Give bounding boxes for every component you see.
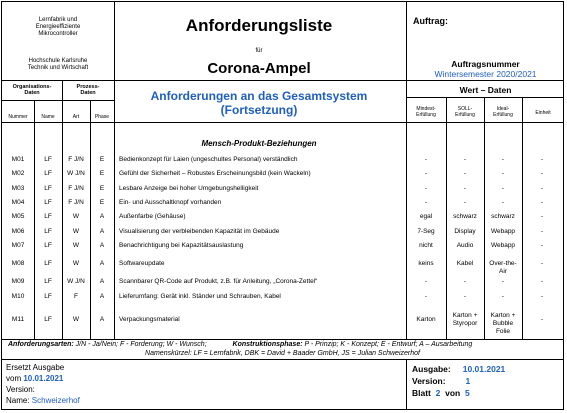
cell-desc: Scannbarer QR-Code auf Produkt, z.B. für Anleitung, „Corona-Zettel“ <box>119 278 318 285</box>
cell-phase: A <box>99 228 105 235</box>
legend-phase-label: Konstruktionsphase: <box>232 341 303 348</box>
cell-min: keins <box>418 260 434 267</box>
right-version-value: 1 <box>465 376 471 386</box>
col-phase-header: Phase <box>94 114 110 120</box>
first-edition-label: Ersetzt Ausgabe <box>6 363 65 372</box>
legend-phase-text: P - Prinzip; K - Konzept; E - Entwurf; A – Ausarbeitung <box>302 341 473 348</box>
cell-phase: A <box>99 242 105 249</box>
cell-ideal: Webapp <box>490 228 516 235</box>
cell-unit: - <box>540 228 544 235</box>
first-edition-prefix: vom <box>6 374 24 383</box>
cell-name: LF <box>44 316 52 323</box>
col-divider-name <box>62 80 63 339</box>
cell-soll: Karton + Styropor <box>452 312 478 327</box>
cell-unit: - <box>540 213 544 220</box>
cell-id: M03 <box>11 185 25 192</box>
cell-min: 7-Seg <box>417 228 435 235</box>
issue-label: Ausgabe: <box>412 364 451 374</box>
org-line: Lernfabrik und <box>38 17 78 23</box>
cell-min: - <box>424 293 428 300</box>
school-line: Hochschule Karlsruhe <box>28 58 88 64</box>
footer-divider <box>406 359 407 410</box>
school-line: Technik und Wirtschaft <box>27 65 89 71</box>
right-version-label: Version: <box>412 376 446 386</box>
sheet-number: 2 <box>435 388 441 398</box>
legend-names: Namenskürzel: LF = Lernfabrik, DBK = David + Baader GmbH, JS = Julian Schweizerhof <box>145 350 420 357</box>
legend-line-1 <box>8 341 472 348</box>
semester-label: Wintersemester 2020/2021 <box>434 69 537 79</box>
requirements-sheet <box>1 1 564 410</box>
header-divider-left <box>114 2 115 339</box>
cell-unit: - <box>540 170 544 177</box>
cell-ideal: Webapp <box>490 242 516 249</box>
footer-left <box>6 362 80 406</box>
cell-id: M09 <box>11 278 25 285</box>
footer-name-value: Schweizerhof <box>31 396 80 405</box>
cell-min: - <box>424 185 428 192</box>
col-ideal-header-line: Erfüllung <box>493 112 513 118</box>
subtitle-line: Anforderungen an das Gesamtsystem <box>150 89 368 103</box>
cell-unit: - <box>540 293 544 300</box>
cell-min: - <box>424 170 428 177</box>
cell-soll: - <box>463 170 467 177</box>
cell-name: LF <box>44 278 52 285</box>
org-lines <box>8 17 108 38</box>
cell-ideal: - <box>501 170 505 177</box>
legend-types-text: J/N - Ja/Nein; F - Forderung; W - Wunsch; <box>73 341 207 348</box>
cell-phase: E <box>99 199 105 206</box>
col-min-header-line: Erfüllung <box>416 112 436 118</box>
cell-min: - <box>424 278 428 285</box>
cell-phase: E <box>99 170 105 177</box>
cell-unit: - <box>540 260 544 267</box>
cell-unit: - <box>540 199 544 206</box>
col-divider-target <box>484 97 485 339</box>
cell-soll: Audio <box>456 242 474 249</box>
page-title: Anforderungsliste <box>185 16 333 35</box>
cell-soll: Display <box>454 228 476 235</box>
col-divider-number <box>34 100 35 339</box>
org-data-header-line: Organisations- <box>12 84 52 90</box>
org-group-line <box>2 100 114 101</box>
order-label: Auftrag: <box>413 16 448 26</box>
cell-desc: Gefühl der Sicherheit – Robustes Erscheinungsbild (kein Wackeln) <box>119 170 311 177</box>
cell-soll: - <box>463 156 467 163</box>
cell-art: W J/N <box>67 278 85 285</box>
header-bottom-line <box>2 80 563 81</box>
cell-ideal: Karton + Bubble Folie <box>490 312 516 335</box>
order-number-label: Auftragsnummer <box>451 59 520 69</box>
col-divider-ideal <box>522 97 523 339</box>
right-version-row <box>412 375 505 387</box>
section-title: Mensch-Produkt-Beziehungen <box>201 139 317 148</box>
cell-soll: - <box>463 293 467 300</box>
cell-art: W <box>72 260 80 267</box>
cell-id: M05 <box>11 213 25 220</box>
school-lines <box>8 58 108 72</box>
sheet-total: 5 <box>464 388 470 398</box>
cell-id: M06 <box>11 228 25 235</box>
cell-art: W J/N <box>67 170 85 177</box>
cell-desc: Außenfarbe (Gehäuse) <box>119 213 186 220</box>
cell-name: LF <box>44 260 52 267</box>
cell-desc: Lieferumfang: Gerät inkl. Ständer und Schrauben, Kabel <box>119 293 281 300</box>
col-target-header-line: Erfüllung <box>455 112 475 118</box>
cell-unit: - <box>540 316 544 323</box>
cell-desc: Ein- und Ausschaltknopf vorhanden <box>119 199 222 206</box>
cell-desc: Visualisierung der verbleibenden Kapazität im Gebäude <box>119 228 280 235</box>
cell-soll: - <box>463 185 467 192</box>
cell-soll: - <box>463 199 467 206</box>
subtitle-line: (Fortsetzung) <box>220 103 298 117</box>
cell-art: F J/N <box>68 185 84 192</box>
footer-name-row <box>6 395 80 406</box>
cell-name: LF <box>44 242 52 249</box>
title-for: für <box>255 48 263 54</box>
header-divider-right <box>406 2 407 339</box>
issue-row <box>412 363 505 375</box>
cell-art: F J/N <box>68 156 84 163</box>
sheet-label: Blatt <box>412 388 431 398</box>
col-min-header <box>406 106 446 118</box>
cell-name: LF <box>44 170 52 177</box>
cell-id: M01 <box>11 156 25 163</box>
cell-phase: A <box>99 316 105 323</box>
sheet-of: von <box>445 388 461 398</box>
legend-bottom-line <box>2 359 563 360</box>
cell-phase: A <box>99 278 105 285</box>
cell-name: LF <box>44 293 52 300</box>
subject-title: Corona-Ampel <box>207 60 311 77</box>
cell-id: M07 <box>11 242 25 249</box>
col-ideal-header-line: Ideal- <box>496 106 510 112</box>
cell-desc: Lesbare Anzeige bei hoher Umgebungshelligkeit <box>119 185 259 192</box>
org-line: Energieeffiziente <box>35 24 81 30</box>
cell-desc: Bedienkonzept für Laien (ungeschultes Personal) verständlich <box>119 156 298 163</box>
cell-ideal: Over-the-Air <box>489 260 517 275</box>
cell-art: W <box>72 213 80 220</box>
process-data-header-line: Prozess- <box>76 84 100 90</box>
cell-name: LF <box>44 185 52 192</box>
cell-min: - <box>424 156 428 163</box>
cell-min: - <box>424 199 428 206</box>
cell-soll: Kabel <box>456 260 474 267</box>
cell-min: Karton <box>416 316 436 323</box>
sheet-row <box>412 387 505 399</box>
cell-desc: Verpackungsmaterial <box>119 316 180 323</box>
col-ideal-header <box>484 106 522 118</box>
col-target-header <box>446 106 484 118</box>
footer-name-label: Name: <box>6 396 32 405</box>
cell-phase: E <box>99 156 105 163</box>
col-number-header: Nummer <box>8 114 28 120</box>
col-divider-type <box>90 100 91 339</box>
col-divider-min <box>446 97 447 339</box>
col-unit-header: Einheit <box>535 110 551 116</box>
cell-soll: - <box>463 278 467 285</box>
footer-right <box>412 363 505 399</box>
cell-unit: - <box>540 278 544 285</box>
cell-art: W <box>72 242 80 249</box>
cell-phase: E <box>99 185 105 192</box>
first-edition-row <box>6 373 80 384</box>
issue-date: 10.01.2021 <box>462 364 506 374</box>
org-line: Mikrocontroller <box>38 31 78 37</box>
cell-ideal: - <box>501 199 505 206</box>
cell-unit: - <box>540 242 544 249</box>
cell-name: LF <box>44 199 52 206</box>
cell-phase: A <box>99 260 105 267</box>
cell-unit: - <box>540 156 544 163</box>
cell-ideal: - <box>501 156 505 163</box>
subtitle <box>114 89 404 117</box>
footer-version-label: Version: <box>6 385 35 394</box>
cell-id: M04 <box>11 199 25 206</box>
cell-id: M08 <box>11 260 25 267</box>
col-target-header-line: SOLL- <box>457 106 473 112</box>
process-data-header-line: Daten <box>80 90 96 96</box>
cell-desc: Softwareupdate <box>119 260 165 267</box>
process-data-header <box>62 84 114 96</box>
cell-min: egal <box>419 213 433 220</box>
cell-art: W <box>72 228 80 235</box>
cell-unit: - <box>540 185 544 192</box>
cell-name: LF <box>44 213 52 220</box>
cell-phase: A <box>99 213 105 220</box>
cell-id: M02 <box>11 170 25 177</box>
col-type-header: Art <box>72 114 80 120</box>
cell-ideal: - <box>501 185 505 192</box>
cell-art: F <box>74 293 78 300</box>
col-name-header: Name <box>41 114 55 120</box>
col-min-header-line: Mindest- <box>416 106 436 112</box>
cell-art: F J/N <box>68 199 84 206</box>
org-data-header-line: Daten <box>24 90 40 96</box>
cell-name: LF <box>44 156 52 163</box>
cell-ideal: - <box>501 278 505 285</box>
legend-types-label: Anforderungsarten: <box>8 341 74 348</box>
cell-art: W <box>72 316 80 323</box>
cell-name: LF <box>44 228 52 235</box>
cell-min: nicht <box>419 242 433 249</box>
cell-desc: Benachrichtigung bei Kapazitätsauslastung <box>119 242 244 249</box>
cell-phase: A <box>99 293 105 300</box>
values-group-header: Wert – Daten <box>459 85 512 95</box>
cell-ideal: - <box>501 293 505 300</box>
cell-soll: schwarz <box>453 213 477 220</box>
cell-id: M10 <box>11 293 25 300</box>
table-bottom-line <box>2 339 563 340</box>
first-edition-date: 10.01.2021 <box>23 374 64 383</box>
table-header-bottom-line <box>2 122 563 123</box>
cell-ideal: schwarz <box>491 213 515 220</box>
org-data-header <box>2 84 62 96</box>
cell-id: M11 <box>11 316 25 323</box>
